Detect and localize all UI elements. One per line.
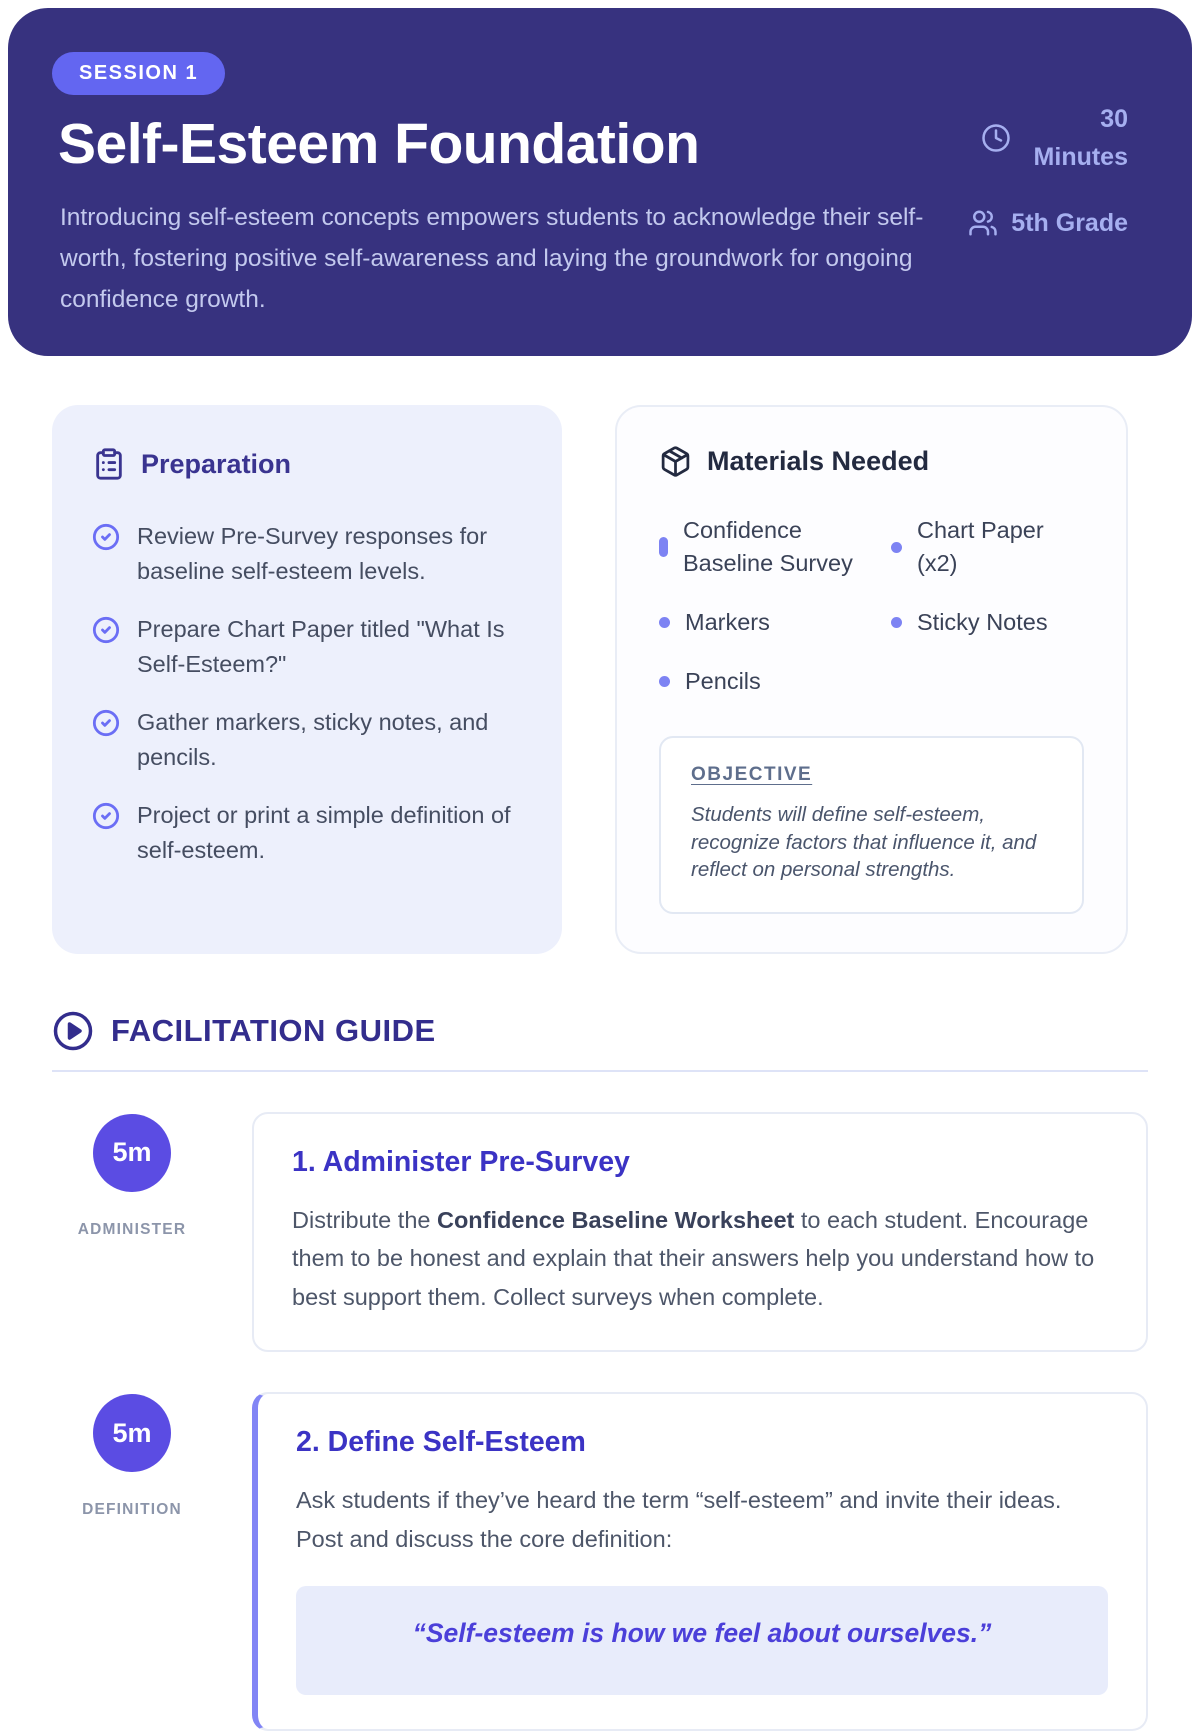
preparation-item-text: Prepare Chart Paper titled "What Is Self-Esteem?"	[137, 612, 522, 682]
facilitation-guide	[52, 1010, 1148, 1731]
step-1-sidebar	[52, 1112, 252, 1353]
step-1-bold-text: Confidence Baseline Worksheet	[437, 1207, 794, 1233]
session-badge: SESSION 1	[52, 52, 225, 95]
material-item-text: Sticky Notes	[917, 606, 1048, 639]
duration-meta	[981, 100, 1128, 176]
material-item-text: Chart Paper (x2)	[917, 514, 1084, 580]
material-item	[891, 514, 1084, 580]
facilitation-guide-heading	[52, 1010, 1148, 1052]
bullet-icon	[659, 617, 670, 628]
divider	[52, 1070, 1148, 1072]
duration-value: 30 Minutes	[1024, 100, 1128, 176]
preparation-item-text: Project or print a simple definition of self-esteem.	[137, 798, 522, 868]
users-icon	[968, 208, 998, 238]
grade-value: 5th Grade	[1011, 204, 1128, 242]
check-circle-icon	[92, 616, 120, 682]
step-tag: DEFINITION	[82, 1501, 182, 1519]
step-2	[52, 1392, 1148, 1731]
preparation-item	[92, 612, 522, 682]
preparation-item	[92, 705, 522, 775]
grade-meta	[968, 204, 1128, 242]
preparation-item-text: Review Pre-Survey responses for baseline self-esteem levels.	[137, 519, 522, 589]
materials-card	[615, 405, 1128, 954]
bullet-icon	[659, 676, 670, 687]
material-item	[659, 606, 881, 639]
preparation-card	[52, 405, 562, 954]
objective-text: Students will define self-esteem, recognize factors that influence it, and reflect on personal strengths.	[691, 801, 1052, 884]
objective-box	[659, 736, 1084, 914]
preparation-title: Preparation	[141, 449, 291, 480]
step-1	[52, 1112, 1148, 1353]
clock-icon	[981, 123, 1011, 153]
check-circle-icon	[92, 802, 120, 868]
preparation-list	[92, 519, 522, 868]
bullet-icon	[891, 617, 902, 628]
step-1-heading: 1. Administer Pre-Survey	[292, 1146, 1108, 1179]
definition-quote-text: “Self-esteem is how we feel about ourselves.”	[413, 1618, 992, 1648]
step-tag: ADMINISTER	[78, 1221, 186, 1239]
header-text-block	[52, 52, 960, 356]
package-icon	[659, 445, 692, 478]
overview-cards	[52, 405, 1148, 954]
materials-heading	[659, 445, 1084, 478]
bullet-icon	[891, 542, 902, 553]
material-item-text: Confidence Baseline Survey	[683, 514, 881, 580]
preparation-item	[92, 798, 522, 868]
step-2-heading: 2. Define Self-Esteem	[296, 1426, 1108, 1459]
preparation-item-text: Gather markers, sticky notes, and pencils.	[137, 705, 522, 775]
bullet-icon	[659, 537, 668, 557]
materials-list	[659, 514, 1084, 698]
page-title: Self-Esteem Foundation	[58, 111, 960, 177]
step-2-card	[252, 1392, 1148, 1731]
material-item	[891, 606, 1084, 639]
definition-quote-box	[296, 1586, 1108, 1695]
material-item-text: Markers	[685, 606, 770, 639]
step-2-body: Ask students if they’ve heard the term “self-esteem” and invite their ideas. Post and discuss the core definition:	[296, 1481, 1108, 1558]
lesson-description: Introducing self-esteem concepts empowers students to acknowledge their self-worth, fostering positive self-awareness and laying the groundwork for ongoing confidence growth.	[60, 197, 960, 320]
check-circle-icon	[92, 709, 120, 775]
material-item	[659, 514, 881, 580]
play-circle-icon	[52, 1010, 94, 1052]
preparation-heading	[92, 447, 522, 481]
step-1-card	[252, 1112, 1148, 1353]
material-item-text: Pencils	[685, 665, 761, 698]
step-duration-badge: 5m	[93, 1114, 171, 1192]
facilitation-guide-title: FACILITATION GUIDE	[111, 1013, 436, 1049]
objective-label: OBJECTIVE	[691, 764, 1052, 786]
material-item	[659, 665, 881, 698]
clipboard-icon	[92, 447, 126, 481]
materials-title: Materials Needed	[707, 446, 929, 477]
lesson-meta	[968, 100, 1128, 356]
step-duration-badge: 5m	[93, 1394, 171, 1472]
preparation-item	[92, 519, 522, 589]
check-circle-icon	[92, 523, 120, 589]
step-1-body: Distribute the Confidence Baseline Worksheet to each student. Encourage them to be honest and explain that their answers help you understand how to best support them. Collect surveys when complete.	[292, 1201, 1108, 1317]
step-2-sidebar	[52, 1392, 252, 1731]
lesson-header	[8, 8, 1192, 356]
